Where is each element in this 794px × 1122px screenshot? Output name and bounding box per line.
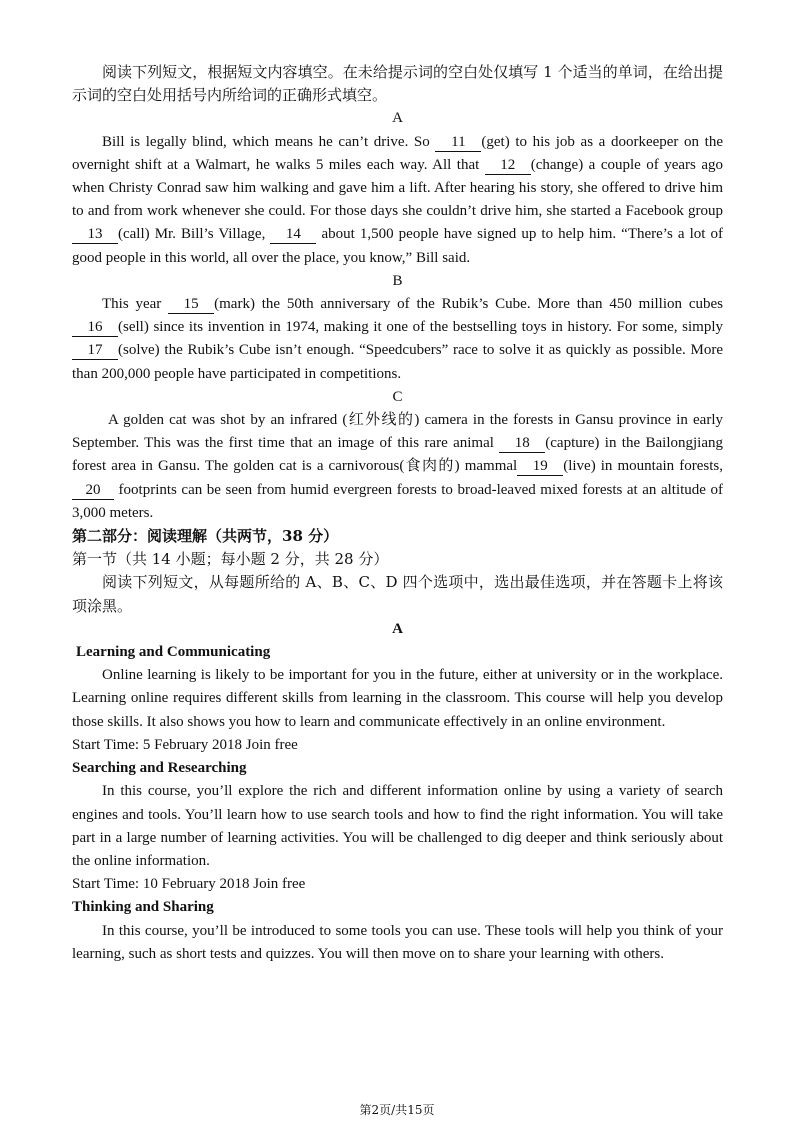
passage-c-label: C <box>392 388 403 405</box>
course-2-start: Start Time: 10 February 2018 Join free <box>72 876 306 893</box>
page-content <box>72 61 723 966</box>
course-1-start: Start Time: 5 February 2018 Join free <box>72 736 298 753</box>
blank-12[interactable]: 12 <box>485 157 531 175</box>
reading-instruction: 阅读下列短文，从每题所给的 A、B、C、D 四个选项中，选出最佳选项，并在答题卡上将该项涂黑。 <box>72 573 723 615</box>
passage-c: A golden cat was shot by an infrared (红外线的) camera in the forests in Gansu province in early September. This was the first time that an image of this rare animal 18 (capture) in the Bailongjiang forest area in Gansu. The golden cat is a carnivorous(食肉的) mammal 19 (live) in mountain forests, 20 footprints can be seen from humid evergreen forests to broad-leaved mixed forests at an altitude of 3,000 meters. <box>72 412 723 521</box>
passage-a: Bill is legally blind, which means he can’t drive. So 11 (get) to his job as a doorkeeper on the overnight shift at a Walmart, he walks 5 miles each way. All that 12 (change) a couple of years ago when Christy Conrad saw him walking and gave him a lift. After hearing his story, she offered to drive him to and from work whenever she could. For those days she couldn’t drive him, she started a Facebook group 13 (call) Mr. Bill’s Village, 14 about 1,500 people have signed up to help him. “There’s a lot of good people in this world, all over the place, you know,” Bill said. <box>72 133 724 266</box>
course-2-body: In this course, you’ll explore the rich and different information online by using a variety of search engines and tools. You’ll learn how to use search tools and how to find the right information. You will take part in a large number of learning activities. You will be challenged to dig deeper and think seriously about the online information. <box>72 783 723 869</box>
course-3-body: In this course, you’ll be introduced to some tools you can use. These tools will help you think of your learning, such as short tests and quizzes. You will then move on to share your learning with others. <box>72 922 723 962</box>
part2-title: 第二部分：阅读理解（共两节，38 分） <box>72 527 339 546</box>
blank-16[interactable]: 16 <box>72 319 118 337</box>
course-2-title: Searching and Researching <box>72 760 247 777</box>
blank-17[interactable]: 17 <box>72 342 118 360</box>
blank-13[interactable]: 13 <box>72 226 118 244</box>
passage-b: This year 15 (mark) the 50th anniversary of the Rubik’s Cube. More than 450 million cubes16 (sell) since its invention in 1974, making it one of the bestselling toys in history. For some, simply 17 (solve) the Rubik’s Cube isn’t enough. “Speedcubers” race to solve it as quickly as possible. More than 200,000 people have participated in competitions. <box>72 296 723 382</box>
cloze-instruction: 阅读下列短文，根据短文内容填空。在未给提示词的空白处仅填写 1 个适当的单词，在给出提示词的空白处用括号内所给词的正确形式填空。 <box>72 63 723 105</box>
course-1-body: Online learning is likely to be important for you in the future, either at university or in the workplace. Learning online requires different skills from learning in the classroom. This course will help you develop those skills. It also shows you how to learn and communicate effectively in an online environment. <box>72 667 723 730</box>
passage-b-label: B <box>392 272 403 289</box>
blank-20[interactable]: 20 <box>72 482 114 500</box>
blank-11[interactable]: 11 <box>435 134 481 152</box>
passage-a-label: A <box>392 110 403 127</box>
blank-14[interactable]: 14 <box>270 226 316 244</box>
course-1-title: Learning and Communicating <box>76 644 271 661</box>
blank-18[interactable]: 18 <box>499 435 545 453</box>
blank-19[interactable]: 19 <box>517 458 563 476</box>
blank-15[interactable]: 15 <box>168 296 214 314</box>
course-3-title: Thinking and Sharing <box>72 899 214 916</box>
reading-a-label: A <box>392 620 403 637</box>
section1-title: 第一节（共 14 小题；每小题 2 分，共 28 分） <box>72 550 389 569</box>
page-number: 第2页/共15页 <box>359 1103 435 1117</box>
